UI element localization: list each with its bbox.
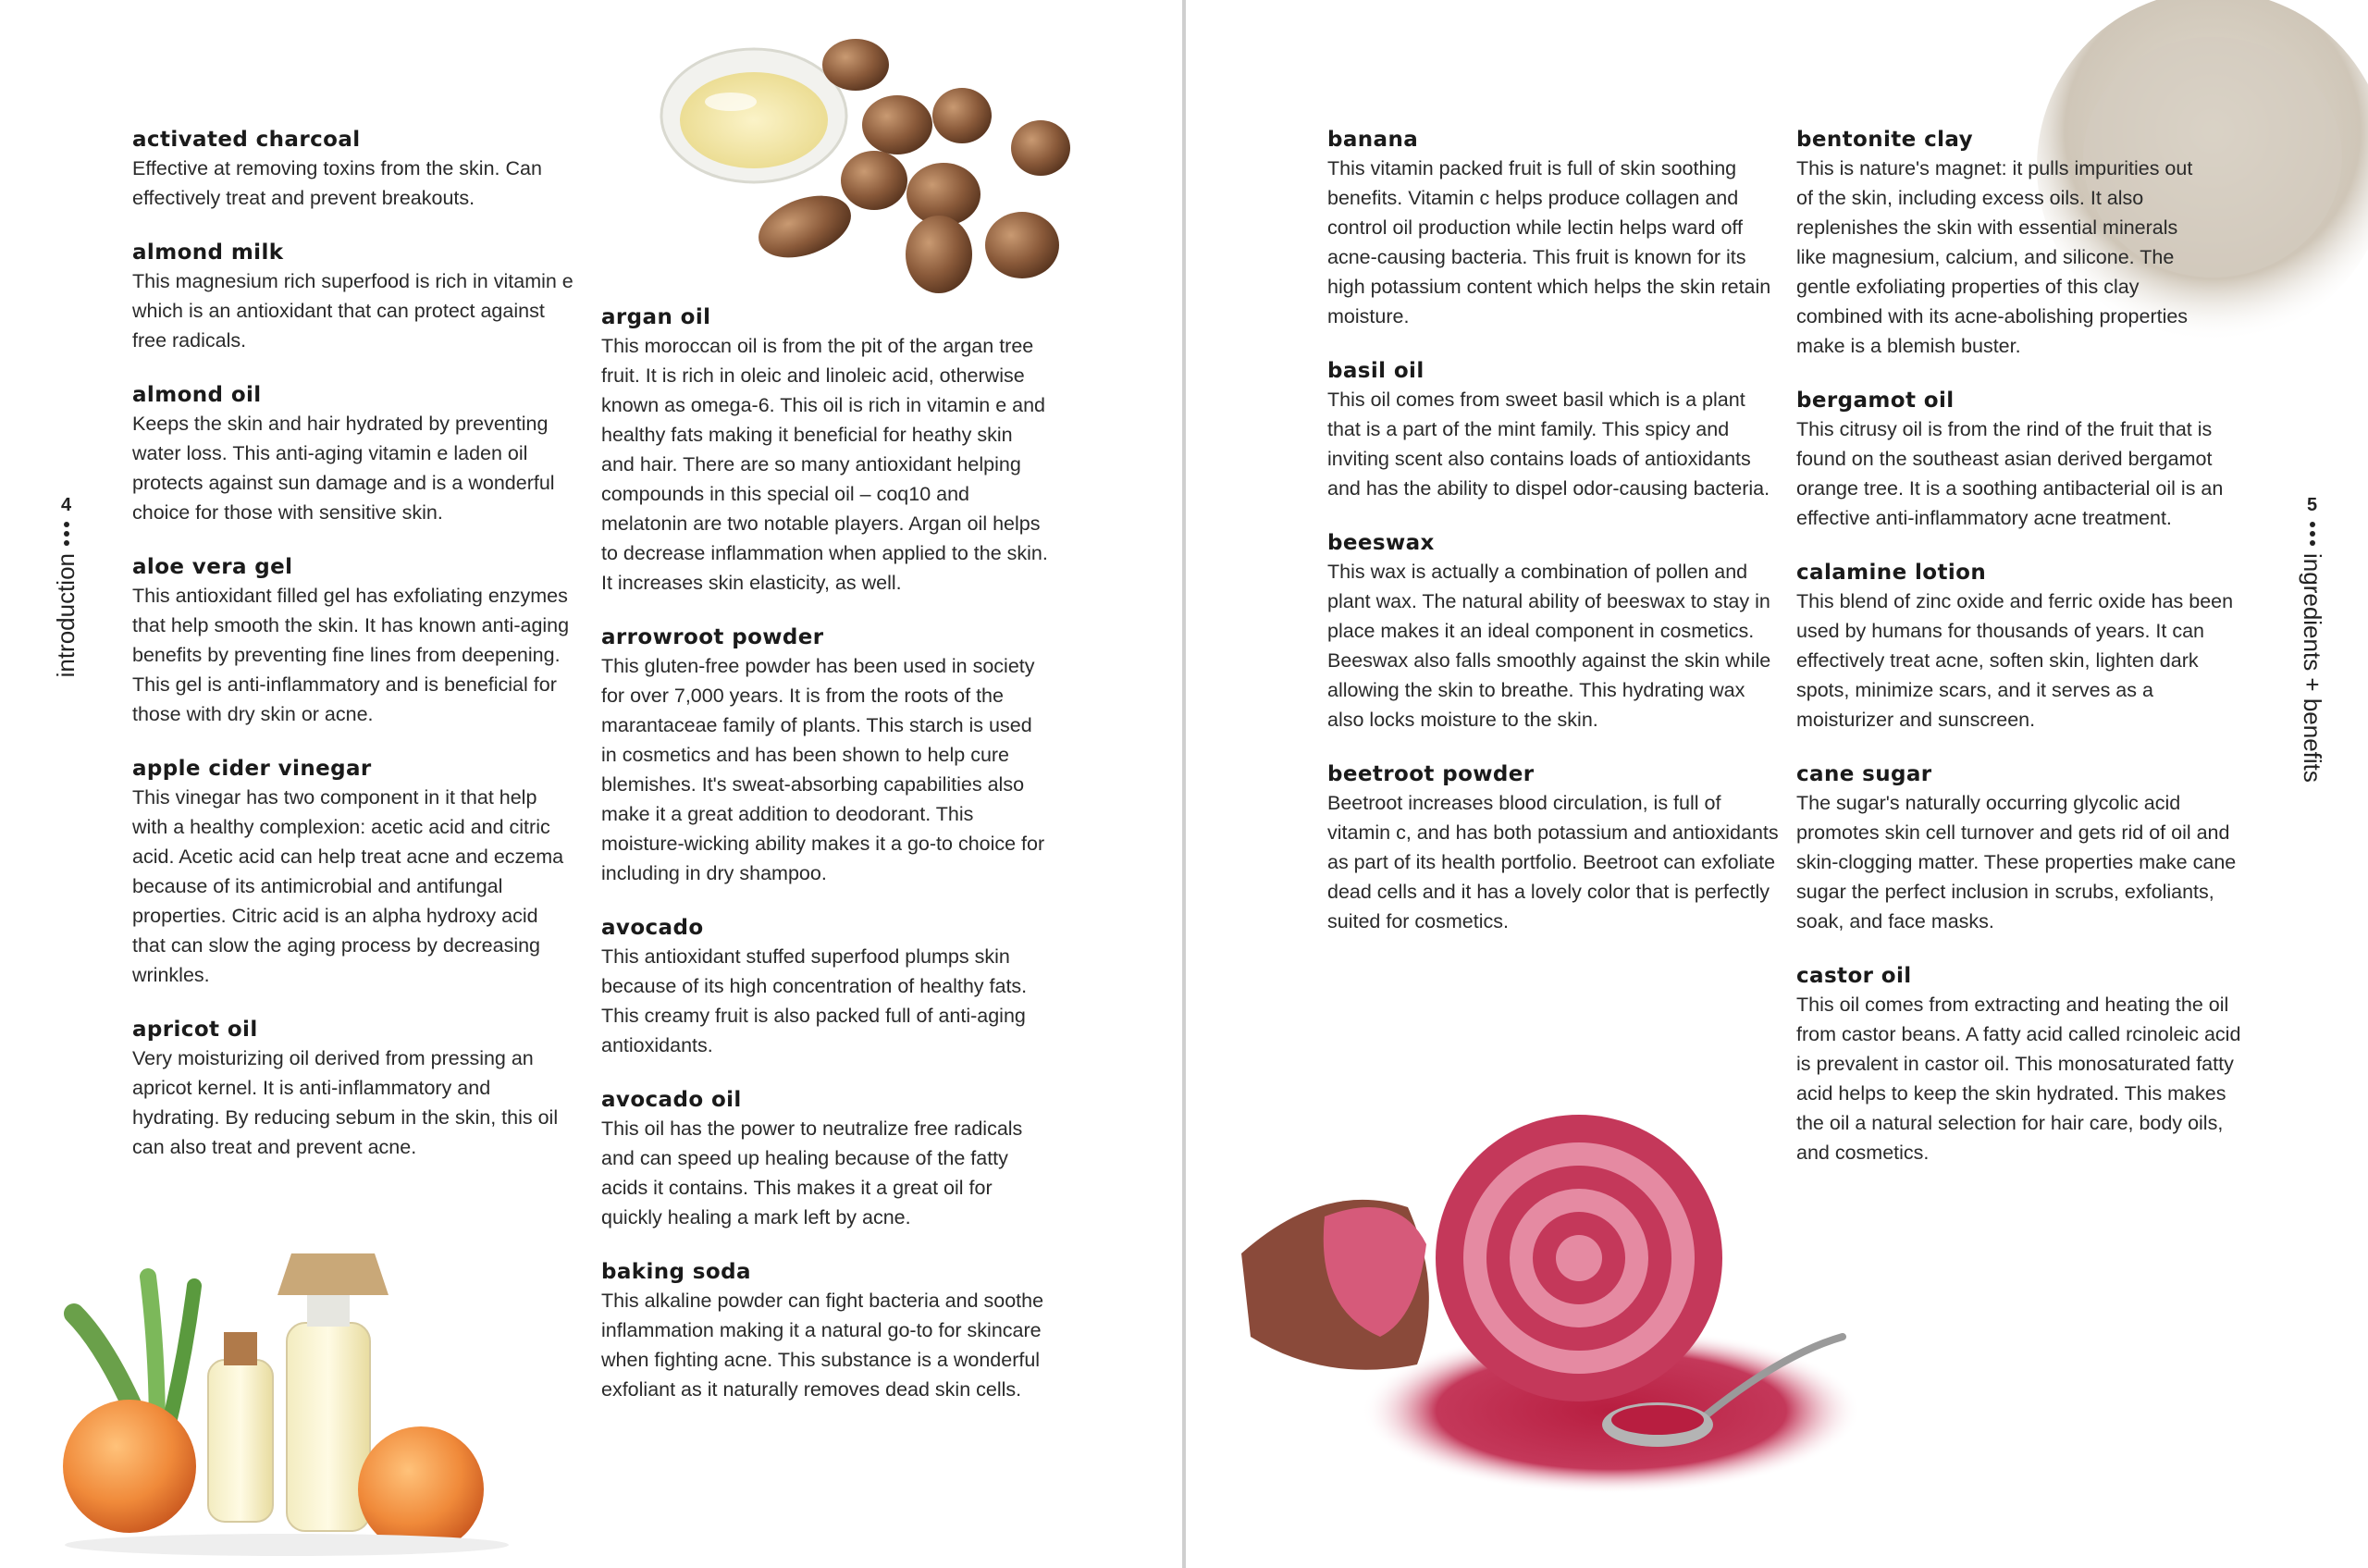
right-column-1 (1327, 128, 1781, 964)
argan-nuts-image (629, 19, 1092, 305)
entry (132, 128, 576, 213)
entry-title: castor oil (1796, 964, 1912, 988)
entry (1796, 389, 2250, 533)
entry-body: This citrusy oil is from the rind of the fruit that is found on the southeast asian derived bergamot orange tree. It is a soothing antibacterial oil is an effective anti-inflammatory acne treatment. (1796, 418, 2224, 529)
entry-title: almond milk (132, 241, 284, 265)
entry-body: This oil comes from extracting and heating the oil from castor beans. A fatty acid called rcinoleic acid is prevalent in castor oil. This monosaturated fatty acid helps to keep the skin hydrated. This makes the oil a natural selection for hair care, body oils, and cosmetics. (1796, 994, 2241, 1164)
section-label: ingredients + benefits (2299, 553, 2326, 783)
entry (1796, 128, 2250, 361)
entry-body: This is nature's magnet: it pulls impurities out of the skin, including excess oils. It also replenishes the skin with essential minerals like magnesium, calcium, and silicone. The gentle exfoliating properties of this clay combined with its acne-abolishing properties make is a blemish buster. (1796, 157, 2193, 357)
entry-title: avocado oil (601, 1088, 742, 1112)
section-label: introduction (52, 553, 80, 678)
entry-body: This oil comes from sweet basil which is a plant that is a part of the mint family. This spicy and inviting scent also contains loads of antioxidants and has the ability to dispel odor-causing bacteria. (1327, 389, 1770, 500)
entry (132, 757, 576, 990)
entry-title: calamine lotion (1796, 561, 1987, 585)
entry-body: This vinegar has two component in it that help with a healthy complexion: acetic acid and citric acid. Acetic acid can help treat acne and eczema because of its antimicrobial and antifungal properties. Citric acid is an alpha hydroxy acid that can slow the aging process by decreasing wrinkles. (132, 786, 564, 986)
apricot-oil-image (56, 1240, 518, 1563)
right-column-2 (1796, 128, 2250, 1195)
entry (132, 1018, 576, 1162)
entry-body: This antioxidant filled gel has exfoliating enzymes that help smooth the skin. It has known anti-aging benefits by preventing fine lines from deepening. This gel is anti-inflammatory and is beneficial for those with dry skin or acne. (132, 585, 570, 725)
entry-title: baking soda (601, 1260, 751, 1284)
entry (1796, 561, 2250, 735)
entry-body: This wax is actually a combination of pollen and plant wax. The natural ability of beeswax to stay in place makes it an ideal component in cosmetics. Beeswax also falls smoothly against the skin while allowing the skin to breathe. This hydrating wax also locks moisture to the skin. (1327, 561, 1771, 731)
page-number: 4 (60, 495, 72, 515)
entry-body: This alkaline powder can fight bacteria and soothe inflammation making it a natural go-to for skincare when fighting acne. This substance is a wonderful exfoliant as it naturally removes dead skin cells. (601, 1290, 1044, 1401)
entry-title: aloe vera gel (132, 555, 293, 579)
left-page (0, 0, 1182, 1568)
entry (132, 241, 576, 355)
entry (1796, 964, 2250, 1167)
entry-title: bergamot oil (1796, 389, 1955, 413)
right-page-marker (2298, 495, 2326, 783)
entry-title: cane sugar (1796, 762, 1932, 786)
entry-title: basil oil (1327, 359, 1424, 383)
entry-body: This antioxidant stuffed superfood plumps skin because of its high concentration of healthy fats. This creamy fruit is also packed full of anti-aging antioxidants. (601, 945, 1028, 1056)
entry-title: apricot oil (132, 1018, 258, 1042)
entry-body: This vitamin packed fruit is full of skin soothing benefits. Vitamin c helps produce collagen and control oil production while lectin helps ward off acne-causing bacteria. This fruit is known for its high potassium content which helps the skin retain moisture. (1327, 157, 1771, 327)
entry-body: This magnesium rich superfood is rich in vitamin e which is an antioxidant that can protect against free radicals. (132, 270, 574, 352)
entry-title: arrowroot powder (601, 625, 824, 649)
entry (601, 305, 1050, 598)
entry (601, 625, 1050, 888)
entry (1327, 762, 1781, 936)
left-column-1 (132, 128, 576, 1190)
beetroot-image (1214, 1105, 1861, 1503)
entry (132, 383, 576, 527)
entry-body: This gluten-free powder has been used in society for over 7,000 years. It is from the roots of the marantaceae family of plants. This starch is used in cosmetics and has been shown to help cure blemishes. It's sweat-absorbing capabilities also make it a great addition to deodorant. This moisture-wicking ability makes it a go-to choice for including in dry shampoo. (601, 655, 1045, 884)
entry-title: activated charcoal (132, 128, 361, 152)
entry-title: avocado (601, 916, 704, 940)
entry-body: Keeps the skin and hair hydrated by preventing water loss. This anti-aging vitamin e laden oil protects against sun damage and is a wonderful choice for those with sensitive skin. (132, 413, 555, 524)
right-page (1186, 0, 2368, 1568)
left-column-2 (601, 305, 1050, 1432)
entry-body: This blend of zinc oxide and ferric oxide has been used by humans for thousands of years. It can effectively treat acne, soften skin, lighten dark spots, minimize scars, and it serves as a moisturizer and sunscreen. (1796, 590, 2234, 731)
entry-title: apple cider vinegar (132, 757, 372, 781)
entry (1327, 128, 1781, 331)
dots-icon (64, 522, 69, 546)
entry-title: almond oil (132, 383, 262, 407)
entry-body: Very moisturizing oil derived from pressing an apricot kernel. It is anti-inflammatory and hydrating. By reducing sebum in the skin, this oil can also treat and prevent acne. (132, 1047, 559, 1158)
entry (601, 916, 1050, 1060)
left-page-marker (52, 495, 80, 677)
entry-body: Beetroot increases blood circulation, is full of vitamin c, and has both potassium and antioxidants as part of its health portfolio. Beetroot can exfoliate dead cells and it has a lovely color that is perfectly suited for cosmetics. (1327, 792, 1779, 932)
entry (1327, 359, 1781, 503)
page-number: 5 (2306, 495, 2318, 515)
entry-body: Effective at removing toxins from the skin. Can effectively treat and prevent breakouts. (132, 157, 542, 209)
entry-title: banana (1327, 128, 1419, 152)
entry (601, 1088, 1050, 1232)
entry-title: bentonite clay (1796, 128, 1974, 152)
entry-title: beetroot powder (1327, 762, 1535, 786)
entry (1327, 531, 1781, 735)
entry-title: argan oil (601, 305, 711, 329)
entry (132, 555, 576, 729)
entry-title: beeswax (1327, 531, 1435, 555)
entry (601, 1260, 1050, 1404)
entry-body: The sugar's naturally occurring glycolic acid promotes skin cell turnover and gets rid of oil and skin-clogging matter. These properties make cane sugar the perfect inclusion in scrubs, exfoliants, soak, and face masks. (1796, 792, 2237, 932)
dots-icon (2310, 522, 2315, 546)
entry-body: This oil has the power to neutralize free radicals and can speed up healing because of the fatty acids it contains. This makes it a great oil for quickly healing a mark left by acne. (601, 1117, 1023, 1228)
entry-body: This moroccan oil is from the pit of the argan tree fruit. It is rich in oleic and linoleic acid, otherwise known as omega-6. This oil is rich in vitamin e and healthy fats making it beneficial for heathy skin and hair. There are so many antioxidant helping compounds in this special oil – coq10 and melatonin are two notable players. Argan oil helps to decrease inflammation when applied to the skin. It increases skin elasticity, as well. (601, 335, 1048, 594)
entry (1796, 762, 2250, 936)
